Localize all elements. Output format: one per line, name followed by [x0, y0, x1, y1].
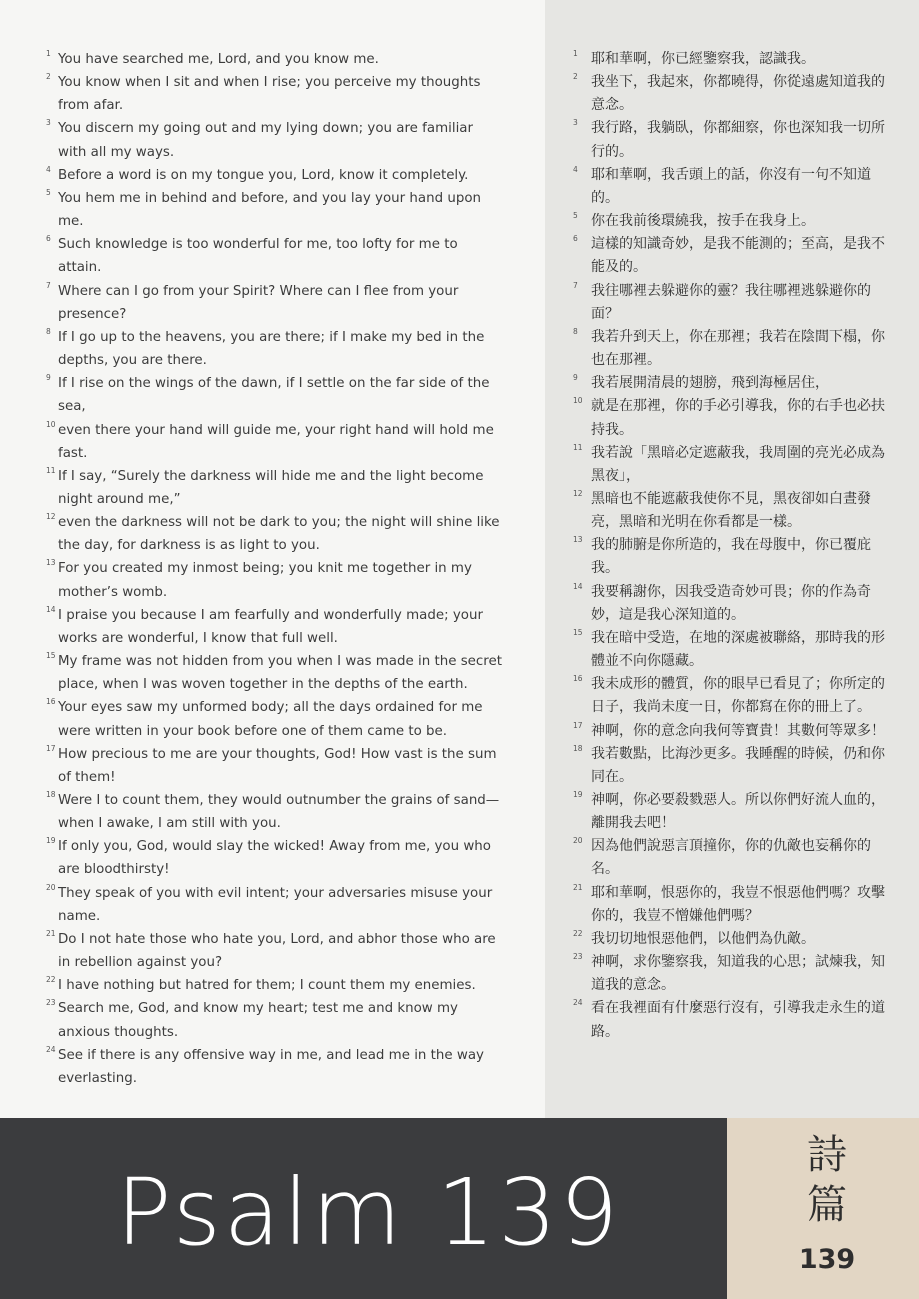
verse-text: 我若展開清晨的翅膀，飛到海極居住， [591, 375, 829, 392]
verse-text: You have searched me, Lord, and you know me. [58, 52, 379, 67]
verse-text: Before a word is on my tongue you, Lord, know it completely. [58, 167, 469, 183]
english-verse-list [44, 48, 504, 1090]
verse-text: 神啊，你的意念向我何等寶貴！其數何等眾多！ [591, 722, 885, 739]
verse-number: 5 [46, 187, 51, 197]
chinese-title-char-1: 詩 [807, 1132, 847, 1178]
verse-text: 神啊，你必要殺戮惡人。所以你們好流人血的，離開我去吧！ [591, 792, 885, 832]
verse-number: 15 [46, 651, 56, 661]
verse-number: 13 [573, 535, 583, 545]
verse [44, 997, 504, 1043]
verse-text: They speak of you with evil intent; your adversaries misuse your name. [58, 885, 493, 924]
verse [44, 465, 504, 511]
verse-text: See if there is any offensive way in me, and lead me in the way everlasting. [58, 1047, 484, 1086]
verse-number: 8 [46, 326, 51, 336]
verse-text: 神啊，求你鑒察我，知道我的心思；試煉我，知道我的意念。 [591, 954, 885, 994]
verse [573, 164, 893, 210]
verse-number: 19 [573, 790, 583, 799]
verse [44, 419, 504, 465]
verse [44, 557, 504, 603]
verse-text: 耶和華啊，你已經鑒察我，認識我。 [591, 51, 815, 67]
verse-number: 21 [573, 882, 583, 892]
verse-text: I praise you because I am fearfully and wonderfully made; your works are wonderful, I know that full well. [58, 607, 483, 646]
verse [573, 488, 893, 534]
verse-number: 23 [46, 998, 56, 1008]
verse-number: 5 [573, 211, 578, 221]
verse [573, 71, 893, 117]
verse [44, 696, 504, 742]
verse-text: 我未成形的體質，你的眼早已看見了；你所定的日子，我尚未度一日，你都寫在你的冊上了。 [591, 676, 885, 716]
verse-number: 20 [46, 882, 56, 892]
verse-text: 我在暗中受造，在地的深處被聯絡，那時我的形體並不向你隱藏。 [591, 629, 885, 670]
verse [44, 882, 504, 928]
verse-text: 我若說「黑暗必定遮蔽我，我周圍的亮光必成為黑夜」， [591, 444, 885, 484]
verse [44, 743, 504, 789]
verse-text: 我要稱謝你，因我受造奇妙可畏；你的作為奇妙，這是我心深知道的。 [591, 583, 871, 623]
verse [573, 442, 893, 488]
verse-text: Search me, God, and know my heart; test me and know my anxious thoughts. [58, 1001, 458, 1040]
verse-number: 22 [46, 975, 56, 985]
verse-number: 10 [573, 396, 583, 406]
chinese-verse-list [573, 48, 893, 1044]
verse-text: even the darkness will not be dark to you; the night will shine like the day, for darkness is as light to you. [58, 515, 500, 554]
verse-text: 黑暗也不能遮蔽我使你不見，黑夜卻如白晝發亮，黑暗和光明在你看都是一樣。 [591, 490, 871, 531]
verse [44, 650, 504, 696]
verse-number: 12 [46, 512, 56, 522]
verse-text: If I say, “Surely the darkness will hide me and the light become night around me,” [58, 468, 484, 507]
verse [44, 1044, 504, 1090]
verse-number: 24 [573, 998, 583, 1008]
verse-number: 3 [46, 118, 51, 128]
verse-number: 12 [573, 488, 583, 498]
verse-number: 17 [46, 743, 56, 753]
verse-number: 22 [573, 928, 583, 938]
verse-text: If I rise on the wings of the dawn, if I settle on the far side of the sea, [58, 376, 490, 415]
verse [573, 720, 893, 743]
verse-number: 13 [46, 558, 56, 568]
page-title: Psalm 139 [116, 1159, 622, 1266]
verse-number: 7 [46, 280, 51, 290]
verse-text: even there your hand will guide me, your right hand will hold me fast. [58, 422, 494, 461]
verse [44, 48, 504, 71]
verse [573, 928, 893, 951]
verse-number: 23 [573, 952, 583, 962]
verse-number: 24 [46, 1044, 56, 1054]
verse [44, 164, 504, 187]
verse-number: 8 [573, 326, 578, 336]
verse-number: 2 [46, 72, 51, 82]
verse-text: You know when I sit and when I rise; you perceive my thoughts from afar. [58, 75, 481, 114]
verse [44, 117, 504, 163]
verse-text: Were I to count them, they would outnumber the grains of sand—when I awake, I am still with you. [58, 793, 500, 832]
verse [44, 71, 504, 117]
verse [44, 233, 504, 279]
verse-text: How precious to me are your thoughts, God! How vast is the sum of them! [58, 746, 497, 785]
verse-text: 耶和華啊，我舌頭上的話，你沒有一句不知道的。 [591, 166, 871, 206]
chinese-chapter-number: 139 [798, 1244, 856, 1275]
verse-text: 我行路，我躺臥，你都細察，你也深知我一切所行的。 [591, 120, 885, 160]
verse [573, 673, 893, 719]
verse-text: Do I not hate those who hate you, Lord, and abhor those who are in rebellion against you? [58, 931, 496, 971]
verse-number: 9 [46, 373, 51, 383]
verse-text: My frame was not hidden from you when I was made in the secret place, when I was woven together in the depths of the earth. [58, 654, 502, 693]
verse-number: 1 [46, 49, 51, 58]
verse-number: 18 [46, 790, 56, 799]
verse-number: 11 [46, 465, 56, 475]
verse-number: 21 [46, 928, 56, 938]
verse [573, 789, 893, 835]
verse-number: 2 [573, 72, 578, 82]
verse [44, 372, 504, 418]
verse-text: For you created my inmost being; you knit me together in my mother’s womb. [58, 561, 472, 600]
verse-number: 7 [573, 280, 578, 290]
chinese-title-char-2: 篇 [807, 1182, 847, 1228]
verse-text: 我若數點，比海沙更多。我睡醒的時候，仍和你同在。 [591, 745, 885, 785]
verse-text: 耶和華啊，恨惡你的，我豈不恨惡他們嗎？攻擊你的，我豈不憎嫌他們嗎？ [591, 884, 885, 924]
verse-text: You hem me in behind and before, and you lay your hand upon me. [58, 190, 481, 230]
verse [573, 280, 893, 326]
verse-text: 我若升到天上，你在那裡；我若在陰間下榻，你也在那裡。 [591, 328, 885, 369]
verse-number: 20 [573, 836, 583, 846]
verse [573, 627, 893, 673]
verse [573, 581, 893, 627]
verse-text: You discern my going out and my lying down; you are familiar with all my ways. [58, 121, 474, 160]
verse-text: 我往哪裡去躲避你的靈？我往哪裡逃躲避你的面？ [591, 282, 871, 322]
verse [573, 48, 893, 71]
verse-number: 10 [46, 419, 56, 429]
verse [573, 951, 893, 997]
chinese-title [795, 1130, 859, 1230]
verse [573, 997, 893, 1043]
verse [573, 372, 893, 395]
verse-text: Such knowledge is too wonderful for me, too lofty for me to attain. [58, 237, 458, 276]
verse-number: 3 [573, 118, 578, 128]
verse-text: 你在我前後環繞我，按手在我身上。 [591, 213, 815, 230]
verse [44, 604, 504, 650]
verse-number: 16 [46, 697, 56, 707]
verse [573, 743, 893, 789]
verse [44, 928, 504, 974]
verse-number: 1 [573, 49, 578, 58]
verse [573, 835, 893, 881]
verse-number: 18 [573, 743, 583, 753]
verse-number: 4 [573, 164, 578, 174]
verse [44, 187, 504, 233]
verse [44, 326, 504, 372]
verse [44, 789, 504, 835]
verse-number: 14 [573, 581, 583, 591]
verse [573, 117, 893, 163]
verse-number: 15 [573, 627, 583, 637]
verse-number: 19 [46, 836, 56, 846]
verse [44, 835, 504, 881]
verse-text: 因為他們說惡言頂撞你，你的仇敵也妄稱你的名。 [591, 838, 871, 878]
verse [44, 511, 504, 557]
verse-text: 這樣的知識奇妙，是我不能測的；至高，是我不能及的。 [591, 236, 885, 276]
verse [573, 326, 893, 372]
verse-number: 16 [573, 674, 583, 684]
verse-text: 看在我裡面有什麼惡行沒有，引導我走永生的道路。 [591, 1000, 885, 1040]
verse-number: 17 [573, 720, 583, 730]
verse-number: 6 [46, 234, 51, 244]
verse [573, 210, 893, 233]
verse-number: 6 [573, 234, 578, 244]
verse-text: I have nothing but hatred for them; I count them my enemies. [58, 978, 476, 994]
verse-text: 我的肺腑是你所造的，我在母腹中，你已覆庇我。 [591, 537, 871, 577]
verse-number: 9 [573, 373, 578, 383]
verse [44, 280, 504, 326]
verse [44, 974, 504, 997]
verse-text: 我坐下，我起來，你都曉得，你從遠處知道我的意念。 [591, 74, 885, 114]
verse-number: 4 [46, 164, 51, 174]
verse-text: Your eyes saw my unformed body; all the days ordained for me were written in your book before one of them came to be. [58, 700, 483, 739]
verse [573, 395, 893, 441]
verse-number: 14 [46, 604, 56, 614]
verse [573, 233, 893, 279]
verse-number: 11 [573, 442, 583, 452]
verse-text: 就是在那裡，你的手必引導我，你的右手也必扶持我。 [591, 398, 885, 438]
verse-text: 我切切地恨惡他們，以他們為仇敵。 [591, 930, 815, 947]
verse-text: If only you, God, would slay the wicked! Away from me, you who are bloodthirsty! [58, 839, 491, 878]
verse [573, 534, 893, 580]
verse [573, 882, 893, 928]
verse-text: If I go up to the heavens, you are there; if I make my bed in the depths, you are there. [58, 329, 485, 369]
verse-text: Where can I go from your Spirit? Where can I flee from your presence? [58, 283, 459, 322]
